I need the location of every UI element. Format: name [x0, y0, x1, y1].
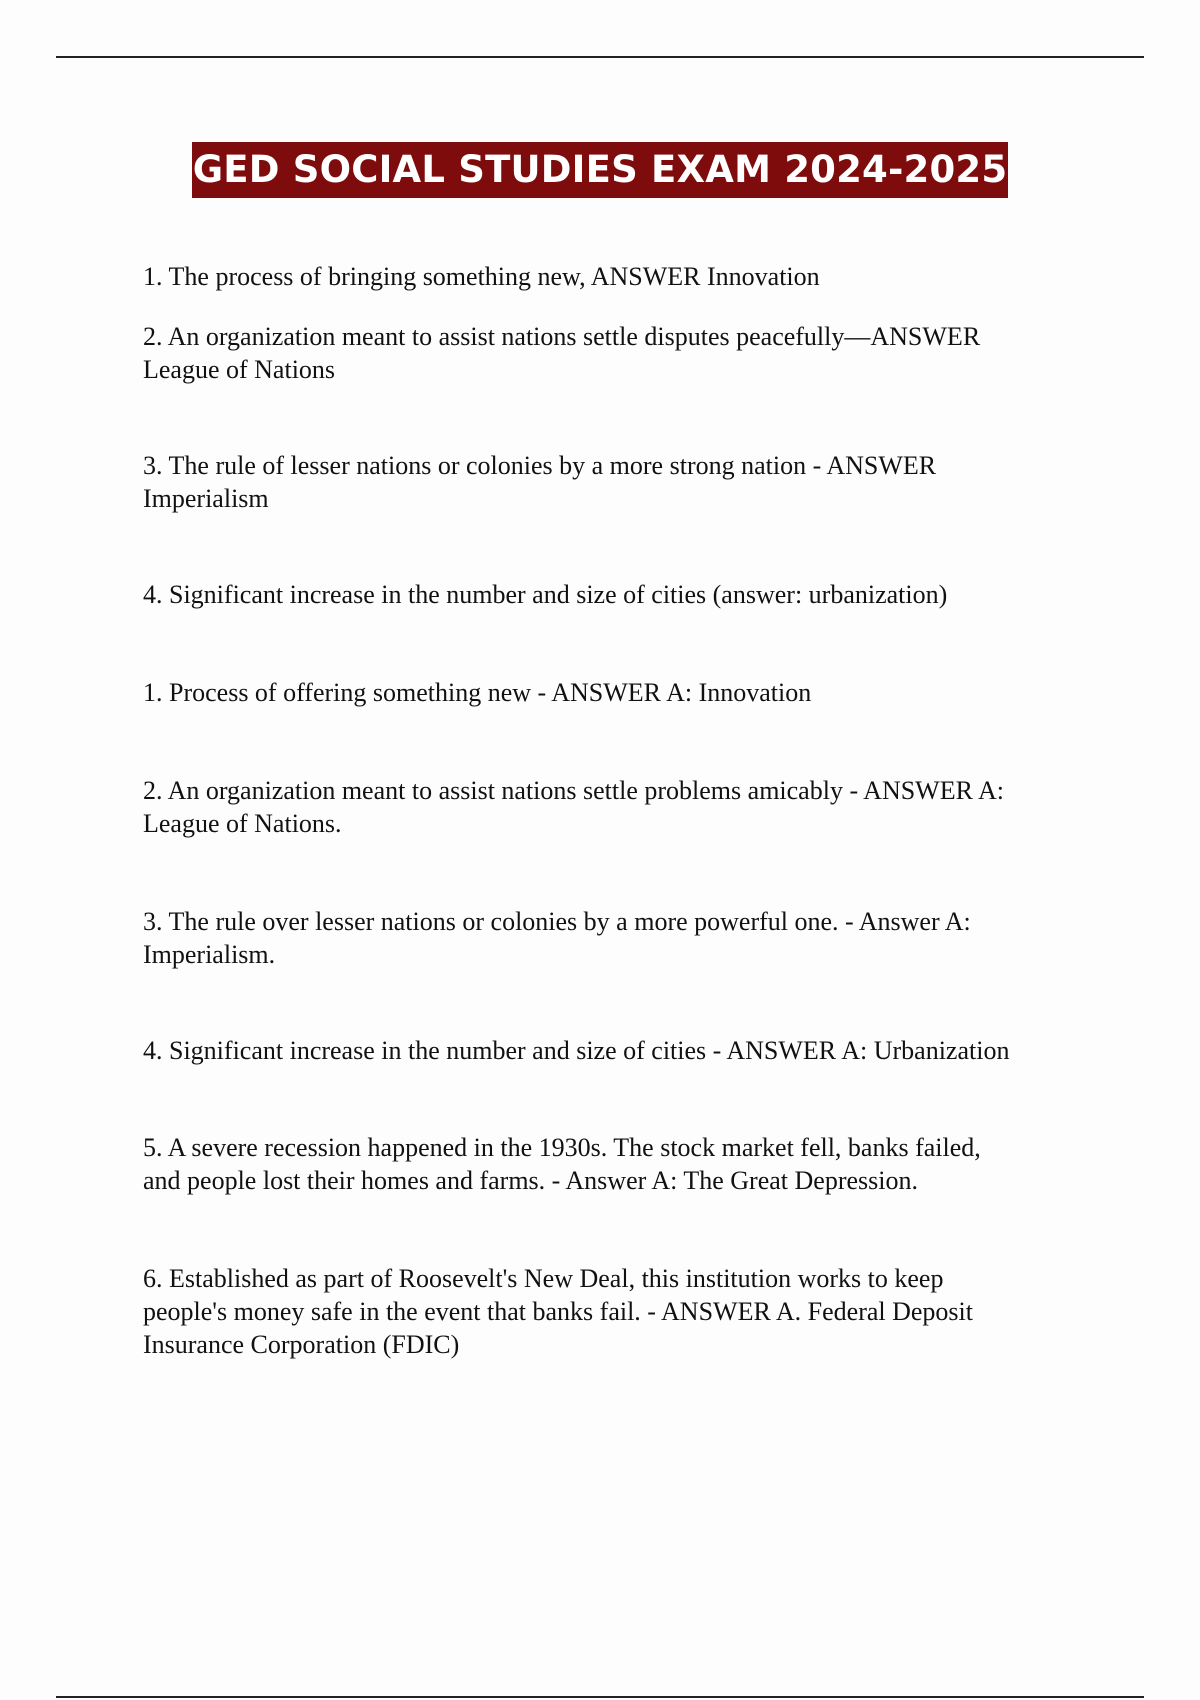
- qa-item-2: 2. An organization meant to assist nations settle disputes peacefully—ANSWER League of Nations: [143, 322, 981, 384]
- qa-item-8: 4. Significant increase in the number and size of cities - ANSWER A: Urbanization: [143, 1036, 1010, 1065]
- qa-item-1: 1. The process of bringing something new, ANSWER Innovation: [143, 262, 820, 291]
- qa-item-4: 4. Significant increase in the number and size of cities (answer: urbanization): [143, 580, 948, 609]
- bottom-divider: [56, 1696, 1144, 1698]
- qa-item-3: 3. The rule of lesser nations or colonies by a more strong nation - ANSWER Imperialism: [143, 451, 937, 513]
- qa-item-5: 1. Process of offering something new - ANSWER A: Innovation: [143, 678, 812, 707]
- document-title: GED SOCIAL STUDIES EXAM 2024-2025: [192, 142, 1009, 198]
- title-block: [0, 142, 1200, 198]
- top-divider: [56, 56, 1144, 58]
- qa-item-9: 5. A severe recession happened in the 1930s. The stock market fell, banks failed, and people lost their homes and farms. - Answer A: The Great Depression.: [143, 1133, 981, 1195]
- qa-item-7: 3. The rule over lesser nations or colonies by a more powerful one. - Answer A: Imperialism.: [143, 907, 971, 969]
- qa-item-6: 2. An organization meant to assist nations settle problems amicably - ANSWER A: League of Nations.: [143, 776, 1005, 838]
- qa-item-10: 6. Established as part of Roosevelt's New Deal, this institution works to keep people's money safe in the event that banks fail. - ANSWER A. Federal Deposit Insurance Corporation (FDIC): [143, 1264, 973, 1359]
